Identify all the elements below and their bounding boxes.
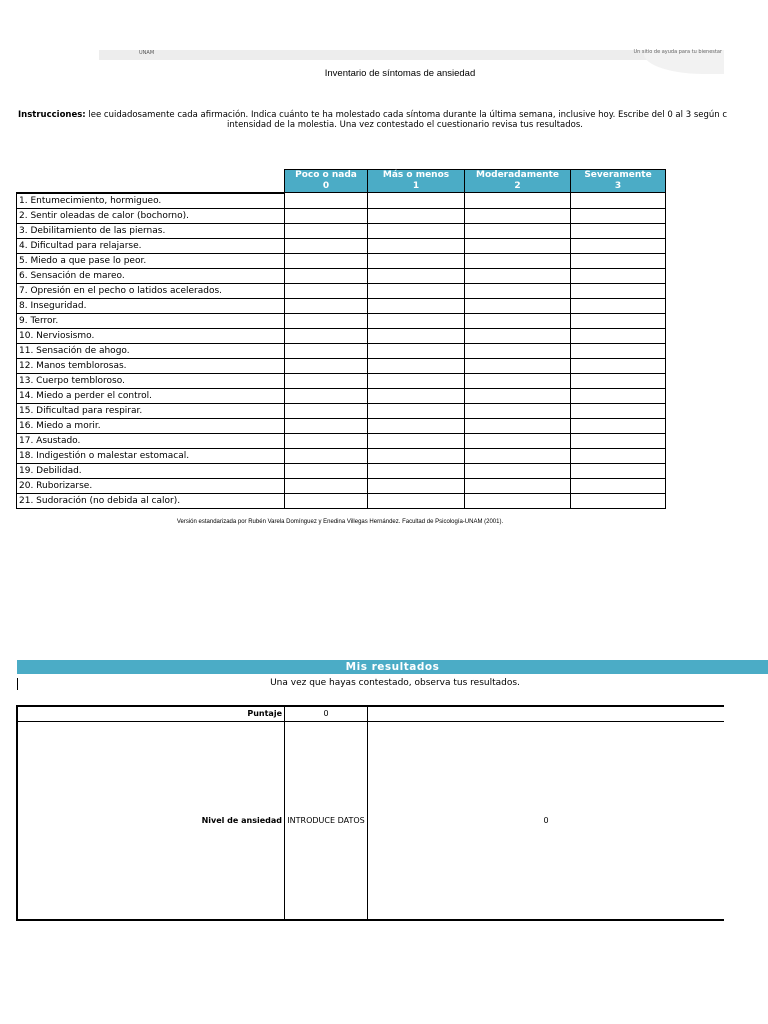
item-row [17,238,666,253]
answer-cell-3[interactable] [571,238,666,253]
header-blank [17,170,285,193]
answer-cell-3[interactable] [571,433,666,448]
instructions-text: lee cuidadosamente cada afirmación. Indica cuánto te ha molestado cada síntoma durante la última semana, inclusive hoy. Escribe del 0 al 3 según c [85,110,728,120]
answer-cell-0[interactable] [285,493,368,508]
col-header-1: Más o menos 1 [368,170,465,193]
answer-cell-2[interactable] [465,373,571,388]
item-label: 20. Ruborizarse. [17,478,285,493]
answer-cell-2[interactable] [465,313,571,328]
answer-cell-2[interactable] [465,403,571,418]
item-row [17,388,666,403]
answer-cell-0[interactable] [285,283,368,298]
level-value: 0 [368,721,725,920]
answer-cell-2[interactable] [465,463,571,478]
item-row [17,283,666,298]
level-label: Nivel de ansiedad [17,721,285,920]
item-row [17,433,666,448]
score-blank [368,706,725,721]
answer-cell-1[interactable] [368,433,465,448]
answer-cell-3[interactable] [571,253,666,268]
answer-cell-1[interactable] [368,403,465,418]
answer-cell-2[interactable] [465,253,571,268]
item-label: 6. Sensación de mareo. [17,268,285,283]
answer-cell-0[interactable] [285,433,368,448]
item-row [17,463,666,478]
item-row [17,478,666,493]
page-title: Inventario de síntomas de ansiedad [324,68,476,79]
answer-cell-2[interactable] [465,268,571,283]
answer-cell-0[interactable] [285,328,368,343]
answer-cell-0[interactable] [285,193,368,209]
answer-cell-3[interactable] [571,193,666,209]
answer-cell-2[interactable] [465,283,571,298]
banner-right-text: Un sitio de ayuda para tu bienestar [633,49,722,55]
answer-cell-3[interactable] [571,298,666,313]
answer-cell-3[interactable] [571,418,666,433]
answer-cell-0[interactable] [285,388,368,403]
item-row [17,223,666,238]
answer-cell-0[interactable] [285,343,368,358]
item-label: 13. Cuerpo tembloroso. [17,373,285,388]
results-subtitle: Una vez que hayas contestado, observa tus resultados. [270,678,520,688]
item-row [17,313,666,328]
item-label: 11. Sensación de ahogo. [17,343,285,358]
item-label: 16. Miedo a morir. [17,418,285,433]
answer-cell-0[interactable] [285,238,368,253]
item-label: 19. Debilidad. [17,463,285,478]
answer-cell-1[interactable] [368,253,465,268]
inventory-table [16,169,666,509]
answer-cell-3[interactable] [571,463,666,478]
answer-cell-1[interactable] [368,313,465,328]
answer-cell-1[interactable] [368,298,465,313]
instructions-label: Instrucciones: [18,110,86,120]
answer-cell-3[interactable] [571,343,666,358]
instructions-line2: intensidad de la molestia. Una vez contestado el cuestionario revisa tus resultados. [227,120,583,130]
score-value: 0 [285,706,368,721]
answer-cell-3[interactable] [571,493,666,508]
score-label: Puntaje [17,706,285,721]
col-header-2: Moderadamente 2 [465,170,571,193]
header-row [17,170,666,193]
answer-cell-2[interactable] [465,193,571,209]
answer-cell-3[interactable] [571,268,666,283]
item-label: 2. Sentir oleadas de calor (bochorno). [17,208,285,223]
item-label: 7. Opresión en el pecho o latidos acelerados. [17,283,285,298]
answer-cell-3[interactable] [571,208,666,223]
item-row [17,208,666,223]
answer-cell-1[interactable] [368,283,465,298]
answer-cell-0[interactable] [285,478,368,493]
answer-cell-1[interactable] [368,418,465,433]
answer-cell-1[interactable] [368,478,465,493]
answer-cell-0[interactable] [285,223,368,238]
answer-cell-0[interactable] [285,298,368,313]
item-row [17,358,666,373]
answer-cell-1[interactable] [368,223,465,238]
answer-cell-2[interactable] [465,493,571,508]
item-label: 3. Debilitamiento de las piernas. [17,223,285,238]
answer-cell-1[interactable] [368,208,465,223]
answer-cell-2[interactable] [465,223,571,238]
item-row [17,253,666,268]
answer-cell-0[interactable] [285,373,368,388]
item-row [17,493,666,508]
col-header-3: Severamente 3 [571,170,666,193]
answer-cell-3[interactable] [571,448,666,463]
answer-cell-3[interactable] [571,313,666,328]
answer-cell-3[interactable] [571,478,666,493]
answer-cell-3[interactable] [571,388,666,403]
item-label: 12. Manos temblorosas. [17,358,285,373]
item-label: 4. Dificultad para relajarse. [17,238,285,253]
answer-cell-2[interactable] [465,298,571,313]
answer-cell-2[interactable] [465,343,571,358]
answer-cell-0[interactable] [285,253,368,268]
answer-cell-2[interactable] [465,433,571,448]
answer-cell-0[interactable] [285,418,368,433]
item-label: 5. Miedo a que pase lo peor. [17,253,285,268]
level-row [17,721,724,920]
score-row [17,706,724,721]
item-row [17,328,666,343]
answer-cell-0[interactable] [285,448,368,463]
item-label: 8. Inseguridad. [17,298,285,313]
answer-cell-0[interactable] [285,463,368,478]
answer-cell-2[interactable] [465,208,571,223]
item-label: 21. Sudoración (no debida al calor). [17,493,285,508]
answer-cell-1[interactable] [368,343,465,358]
answer-cell-0[interactable] [285,403,368,418]
answer-cell-3[interactable] [571,223,666,238]
answer-cell-1[interactable] [368,448,465,463]
item-row [17,448,666,463]
item-label: 18. Indigestión o malestar estomacal. [17,448,285,463]
answer-cell-3[interactable] [571,373,666,388]
level-prompt: INTRODUCE DATOS [285,721,368,920]
answer-cell-2[interactable] [465,478,571,493]
item-label: 17. Asustado. [17,433,285,448]
answer-cell-0[interactable] [285,208,368,223]
results-header: Mis resultados [17,660,768,674]
answer-cell-2[interactable] [465,358,571,373]
item-row [17,298,666,313]
item-row [17,418,666,433]
answer-cell-1[interactable] [368,388,465,403]
answer-cell-0[interactable] [285,358,368,373]
answer-cell-2[interactable] [465,418,571,433]
item-label: 9. Terror. [17,313,285,328]
answer-cell-3[interactable] [571,283,666,298]
answer-cell-3[interactable] [571,358,666,373]
item-row [17,343,666,358]
item-row [17,193,666,209]
answer-cell-1[interactable] [368,358,465,373]
answer-cell-2[interactable] [465,238,571,253]
item-row [17,403,666,418]
item-label: 10. Nerviosismo. [17,328,285,343]
results-table [16,705,724,921]
answer-cell-2[interactable] [465,448,571,463]
answer-cell-0[interactable] [285,268,368,283]
answer-cell-1[interactable] [368,373,465,388]
answer-cell-1[interactable] [368,328,465,343]
answer-cell-1[interactable] [368,493,465,508]
item-label: 1. Entumecimiento, hormigueo. [17,193,285,209]
top-banner [99,50,724,60]
item-row [17,373,666,388]
answer-cell-0[interactable] [285,313,368,328]
answer-cell-3[interactable] [571,328,666,343]
item-row [17,268,666,283]
credit-note: Versión estandarizada por Rubén Varela Domínguez y Enedina Villegas Hernández. Facultad de Psicología-UNAM (2001). [176,519,504,525]
answer-cell-1[interactable] [368,268,465,283]
answer-cell-1[interactable] [368,463,465,478]
col-header-0: Poco o nada 0 [285,170,368,193]
item-label: 14. Miedo a perder el control. [17,388,285,403]
answer-cell-1[interactable] [368,193,465,209]
answer-cell-3[interactable] [571,403,666,418]
answer-cell-1[interactable] [368,238,465,253]
answer-cell-2[interactable] [465,328,571,343]
banner-left-text: UNAM [139,50,155,56]
item-label: 15. Dificultad para respirar. [17,403,285,418]
answer-cell-2[interactable] [465,388,571,403]
